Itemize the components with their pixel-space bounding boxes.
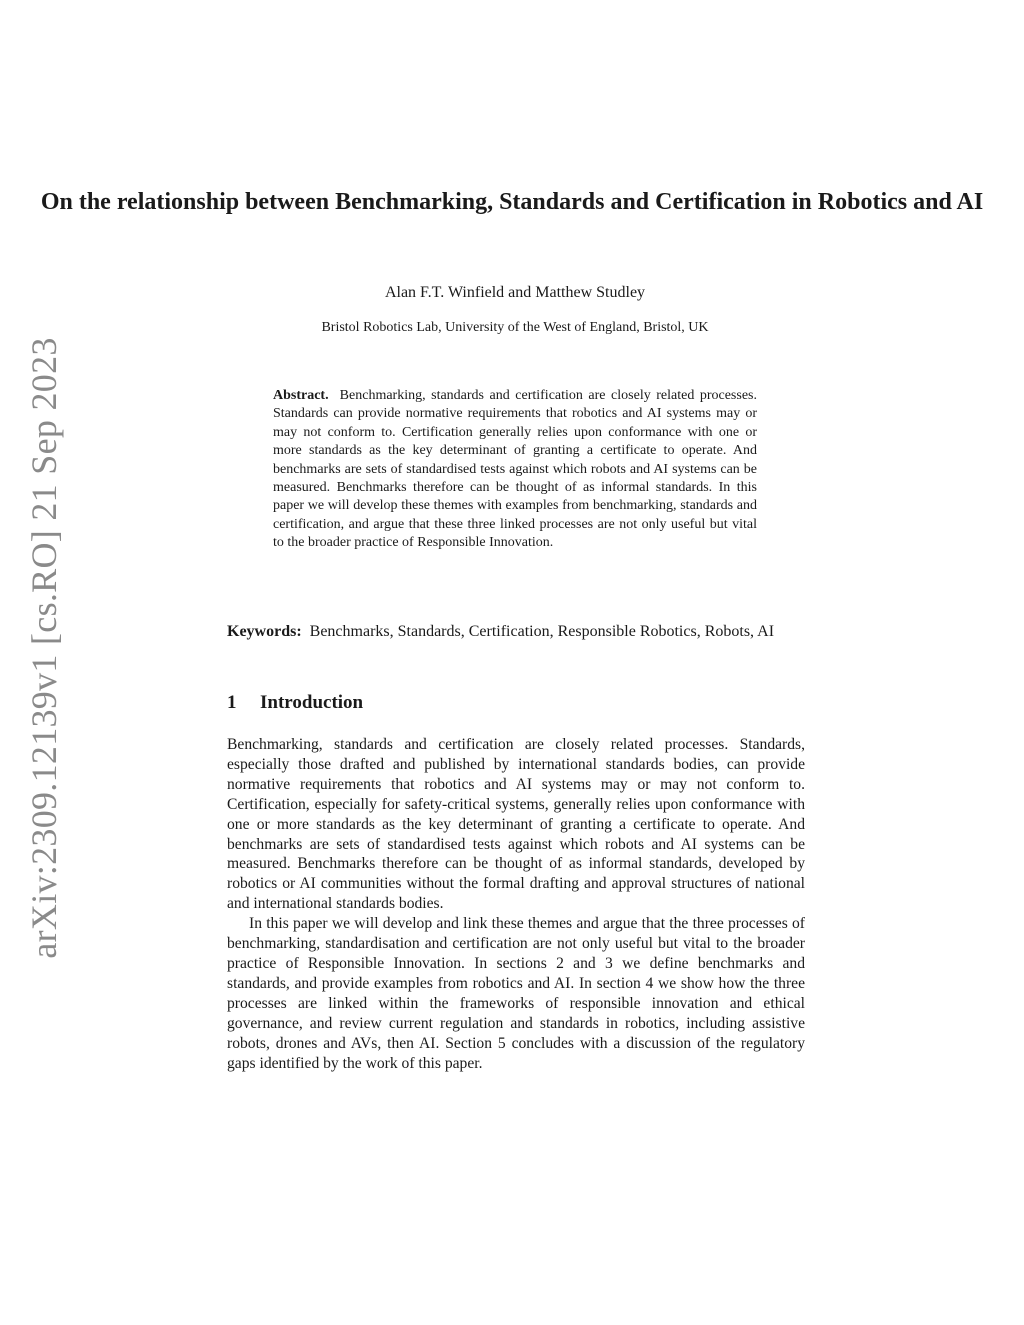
section-heading-introduction bbox=[227, 690, 363, 716]
abstract-text: Benchmarking, standards and certification are closely related processes. Standards can provide normative requirements that robotics and AI systems may or may not conform to. Certification generally relies upon conformance with one or more standards as the key determinant of granting a certificate to operate. And benchmarks are sets of standardised tests against which robots and AI systems can be measured. Benchmarks therefore can be thought of as informal standards. In this paper we will develop these themes with examples from benchmarking, standards and certification, and argue that these three linked processes are not only useful but vital to the broader practice of Responsible Innovation. bbox=[273, 388, 757, 551]
introduction-body bbox=[227, 735, 805, 1073]
arxiv-identifier-stamp: arXiv:2309.12139v1 [cs.RO] 21 Sep 2023 bbox=[24, 337, 64, 959]
section-title: Introduction bbox=[260, 692, 364, 713]
keywords-label: Keywords: bbox=[227, 623, 302, 640]
paragraph: Benchmarking, standards and certification are closely related processes. Standards, especially those drafted and published by international standards bodies, can provide normative requirements that robotics and AI systems may or may not conform to. Certification, especially for safety-critical systems, generally relies upon conformance with one or more standards as the key determinant of granting a certificate to operate. And benchmarks are sets of standardised tests against which robots and AI systems can be measured. Benchmarks therefore can be thought of as informal standards, developed by robotics or AI communities without the formal drafting and approval structures of national and international standards bodies. bbox=[227, 736, 805, 913]
keywords bbox=[227, 621, 819, 642]
paragraph: In this paper we will develop and link these themes and argue that the three processes of benchmarking, standardisation and certification are not only useful but vital to the broader practice of Responsible Innovation. In sections 2 and 3 we define benchmarks and standards, and provide examples from robotics and AI. In section 4 we show how the three processes are linked within the frameworks of responsible innovation and ethical governance, and review current regulation and standards in robotics, including assistive robots, drones and AVs, then AI. Section 5 concludes with a discussion of the regulatory gaps identified by the work of this paper. bbox=[227, 915, 805, 1072]
paper-title: On the relationship between Benchmarking, Standards and Certification in Robotics and AI bbox=[40, 189, 984, 215]
section-number: 1 bbox=[227, 692, 237, 713]
abstract bbox=[273, 387, 757, 553]
keywords-text: Benchmarks, Standards, Certification, Responsible Robotics, Robots, AI bbox=[309, 623, 775, 640]
author-affiliation: Bristol Robotics Lab, University of the West of England, Bristol, UK bbox=[321, 320, 709, 335]
author-list: Alan F.T. Winfield and Matthew Studley bbox=[384, 284, 646, 301]
abstract-label: Abstract. bbox=[273, 388, 329, 403]
